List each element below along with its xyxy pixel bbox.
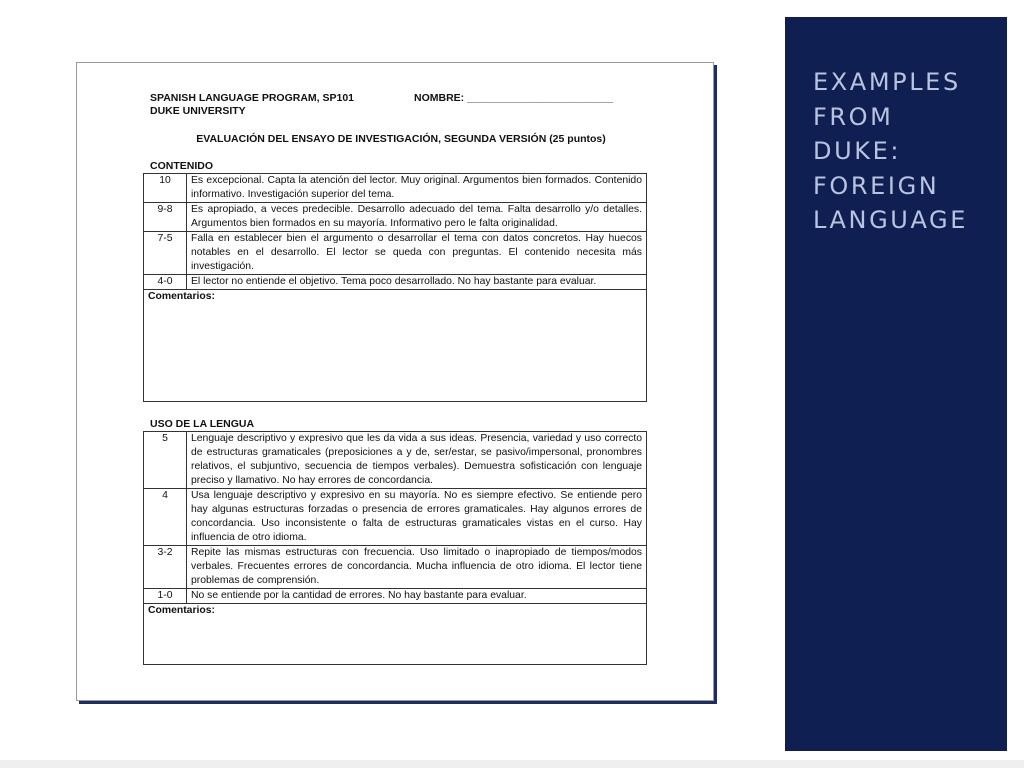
rubric-document-image	[76, 62, 714, 701]
title-panel	[785, 17, 1007, 751]
slide-title-line: LANGUAGE	[813, 206, 969, 234]
description-cell: Repite las mismas estructuras con frecuencia. Uso limitado o inapropiado de tiempos/modos verbales. Frecuentes errores de concordancia. Mucha influencia de otro idioma. El lector tiene problemas de comprensión.	[187, 546, 647, 589]
slide-title-line: EXAMPLES	[813, 68, 961, 96]
evaluation-title: EVALUACIÓN DEL ENSAYO DE INVESTIGACIÓN, SEGUNDA VERSIÓN (25 puntos)	[196, 133, 606, 145]
bottom-strip	[0, 760, 1024, 768]
score-cell: 9-8	[144, 203, 187, 232]
document-header	[149, 92, 649, 118]
table-row	[144, 489, 647, 546]
comments-label: Comentarios:	[144, 604, 647, 665]
nombre-field-label: NOMBRE: _________________________	[414, 92, 614, 104]
slide-title	[813, 65, 1003, 238]
score-cell: 5	[144, 432, 187, 489]
table-row	[144, 275, 647, 290]
rubric-table-contenido	[143, 173, 647, 402]
slide-title-line: FROM	[813, 102, 894, 131]
score-cell: 4-0	[144, 275, 187, 290]
comments-row	[144, 290, 647, 402]
description-cell: No se entiende por la cantidad de errores. No hay bastante para evaluar.	[187, 589, 647, 604]
rubric-table-uso-de-la-lengua	[143, 431, 647, 665]
description-cell: El lector no entiende el objetivo. Tema poco desarrollado. No hay bastante para evaluar.	[187, 275, 647, 290]
description-cell: Lenguaje descriptivo y expresivo que les da vida a sus ideas. Presencia, variedad y uso correcto de estructuras gramaticales (preposiciones a y de, ser/estar, se pasivo/impersonal, pronombres relativos, el subjuntivo, secuencia de tiempos verbales). Demuestra sofisticación con lenguaje preciso y llamativo. No hay errores de concordancia.	[187, 432, 647, 489]
description-cell: Falla en establecer bien el argumento o desarrollar el tema con datos concretos. Hay huecos notables en el desarrollo. El lector se queda con preguntas. El contenido necesita más investigación.	[187, 232, 647, 275]
program-name: SPANISH LANGUAGE PROGRAM, SP101	[150, 92, 355, 104]
table-row	[144, 432, 647, 489]
score-cell: 4	[144, 489, 187, 546]
section-heading-uso-de-la-lengua: USO DE LA LENGUA	[150, 418, 255, 430]
score-cell: 7-5	[144, 232, 187, 275]
table-row	[144, 546, 647, 589]
comments-label: Comentarios:	[144, 290, 647, 402]
table-row	[144, 589, 647, 604]
comments-row	[144, 604, 647, 665]
table-row	[144, 203, 647, 232]
description-cell: Es excepcional. Capta la atención del lector. Muy original. Argumentos bien formados. Contenido informativo. Investigación superior del tema.	[187, 174, 647, 203]
description-cell: Es apropiado, a veces predecible. Desarrollo adecuado del tema. Falta desarrollo y/o detalles. Argumentos bien formados en su mayoría. Informativo pero le falta originalidad.	[187, 203, 647, 232]
score-cell: 3-2	[144, 546, 187, 589]
university-name: DUKE UNIVERSITY	[150, 105, 246, 117]
section-heading-contenido: CONTENIDO	[150, 160, 213, 172]
slide-title-line: FOREIGN	[813, 171, 940, 200]
slide-title-line: DUKE:	[813, 137, 902, 165]
table-row	[144, 232, 647, 275]
rubric-document	[149, 92, 649, 665]
score-cell: 10	[144, 174, 187, 203]
table-row	[144, 174, 647, 203]
description-cell: Usa lenguaje descriptivo y expresivo en su mayoría. No es siempre efectivo. Se entiende pero hay algunas estructuras forzadas o presencia de errores gramaticales. Hay algunos errores de concordancia. Uso inconsistente o falta de estructuras gramaticales vistas en el curso. Hay influencia de otro idioma.	[187, 489, 647, 546]
score-cell: 1-0	[144, 589, 187, 604]
